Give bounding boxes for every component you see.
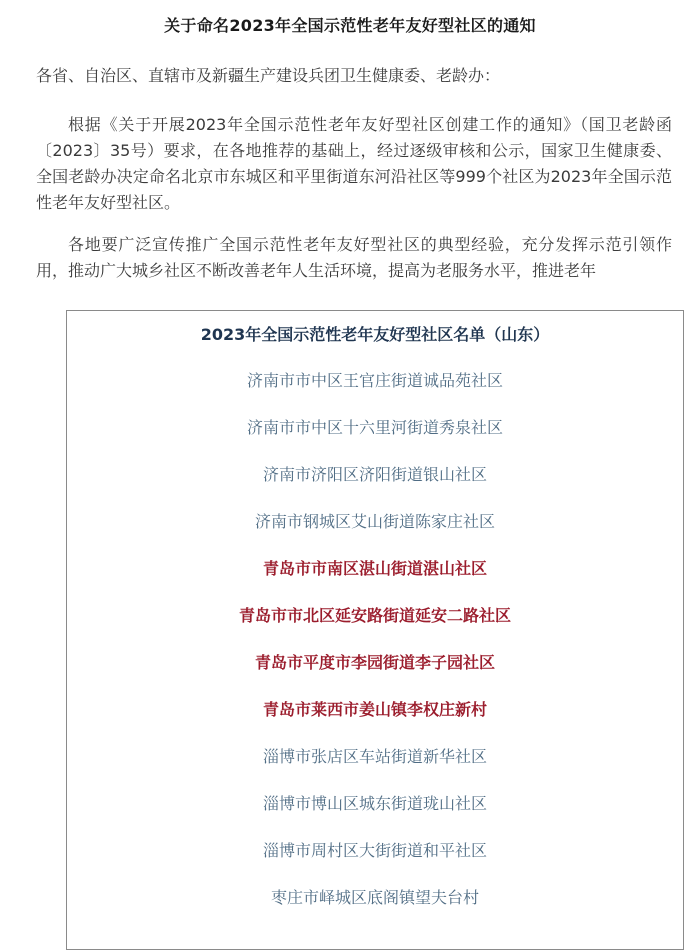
paragraph-2: 各地要广泛宣传推广全国示范性老年友好型社区的典型经验，充分发挥示范引领作用，推动广大城乡社区不断改善老年人生活环境，提高为老服务水平，推进老年 — [36, 235, 672, 280]
community-list — [67, 369, 683, 933]
list-item: 淄博市张店区车站街道新华社区 — [262, 747, 487, 766]
salutation: 各省、自治区、直辖市及新疆生产建设兵团卫生健康委、老龄办： — [36, 66, 501, 85]
list-item: 青岛市市北区延安路街道延安二路社区 — [238, 606, 511, 625]
list-item: 济南市市中区王官庄街道诚品苑社区 — [246, 371, 503, 390]
list-item: 青岛市平度市李园街道李子园社区 — [254, 653, 495, 672]
community-list-box — [66, 310, 684, 950]
list-item: 青岛市莱西市姜山镇李权庄新村 — [262, 700, 487, 719]
list-item: 济南市济阳区济阳街道银山社区 — [262, 465, 487, 484]
list-item: 济南市钢城区艾山街道陈家庄社区 — [254, 512, 495, 531]
notice-title: 关于命名2023年全国示范性老年友好型社区的通知 — [164, 16, 536, 35]
list-item: 济南市市中区十六里河街道秀泉社区 — [246, 418, 503, 437]
list-item: 淄博市周村区大街街道和平社区 — [262, 841, 487, 860]
list-item: 枣庄市峄城区底阁镇望夫台村 — [270, 888, 479, 907]
list-title: 2023年全国示范性老年友好型社区名单（山东） — [200, 325, 550, 344]
list-item: 淄博市博山区城东街道珑山社区 — [262, 794, 487, 813]
list-item: 青岛市市南区湛山街道湛山社区 — [262, 559, 487, 578]
paragraph-1: 根据《关于开展2023年全国示范性老年友好型社区创建工作的通知》（国卫老龄函〔2023〕35号）要求，在各地推荐的基础上，经过逐级审核和公示，国家卫生健康委、全国老龄办决定命名北京市东城区和平里街道东河沿社区等999个社区为2023年全国示范性老年友好型社区。 — [36, 115, 672, 212]
